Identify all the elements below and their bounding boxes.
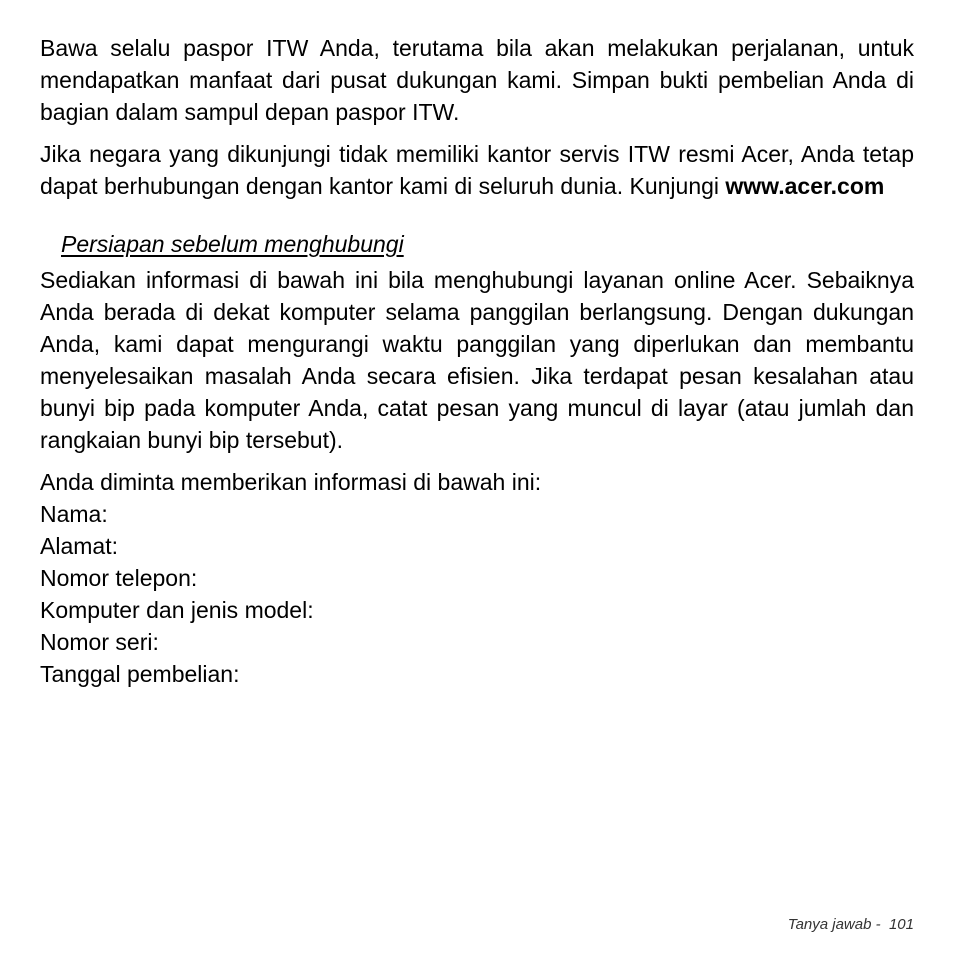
document-body [40, 32, 914, 690]
page-footer [788, 916, 914, 933]
paragraph-itw-passport: Bawa selalu paspor ITW Anda, terutama bila akan melakukan perjalanan, untuk mendapatkan manfaat dari pusat dukungan kami. Simpan bukti pembelian Anda di bagian dalam sampul depan paspor ITW. [40, 35, 914, 125]
info-field-name: Nama: [40, 501, 108, 527]
info-field-list [40, 498, 914, 690]
paragraph-prepare-info: Sediakan informasi di bawah ini bila menghubungi layanan online Acer. Sebaiknya Anda berada di dekat komputer selama panggilan berlangsung. Dengan dukungan Anda, kami dapat mengurangi waktu panggilan yang diperlukan dan membantu menyelesaikan masalah Anda secara efisien. Jika terdapat pesan kesalahan atau bunyi bip pada komputer Anda, catat pesan yang muncul di layar (atau jumlah dan rangkaian bunyi bip tersebut). [40, 267, 914, 453]
paragraph-service-office [40, 138, 914, 202]
info-field-address: Alamat: [40, 533, 118, 559]
info-field-serial-number: Nomor seri: [40, 629, 159, 655]
footer-section-title: Tanya jawab - [787, 916, 885, 933]
info-request-block [40, 466, 914, 690]
section-subheading: Persiapan sebelum menghubungi [61, 231, 404, 257]
paragraph-service-office-text: Jika negara yang dikunjungi tidak memiliki kantor servis ITW resmi Acer, Anda tetap dapat berhubungan dengan kantor kami di seluruh dunia. Kunjungi [40, 141, 914, 199]
info-field-purchase-date: Tanggal pembelian: [40, 661, 240, 687]
info-field-phone: Nomor telepon: [40, 565, 198, 591]
info-field-computer-model: Komputer dan jenis model: [40, 597, 314, 623]
info-request-intro: Anda diminta memberikan informasi di bawah ini: [40, 469, 542, 495]
footer-page-number: 101 [888, 916, 914, 933]
acer-website-link[interactable]: www.acer.com [725, 173, 885, 199]
